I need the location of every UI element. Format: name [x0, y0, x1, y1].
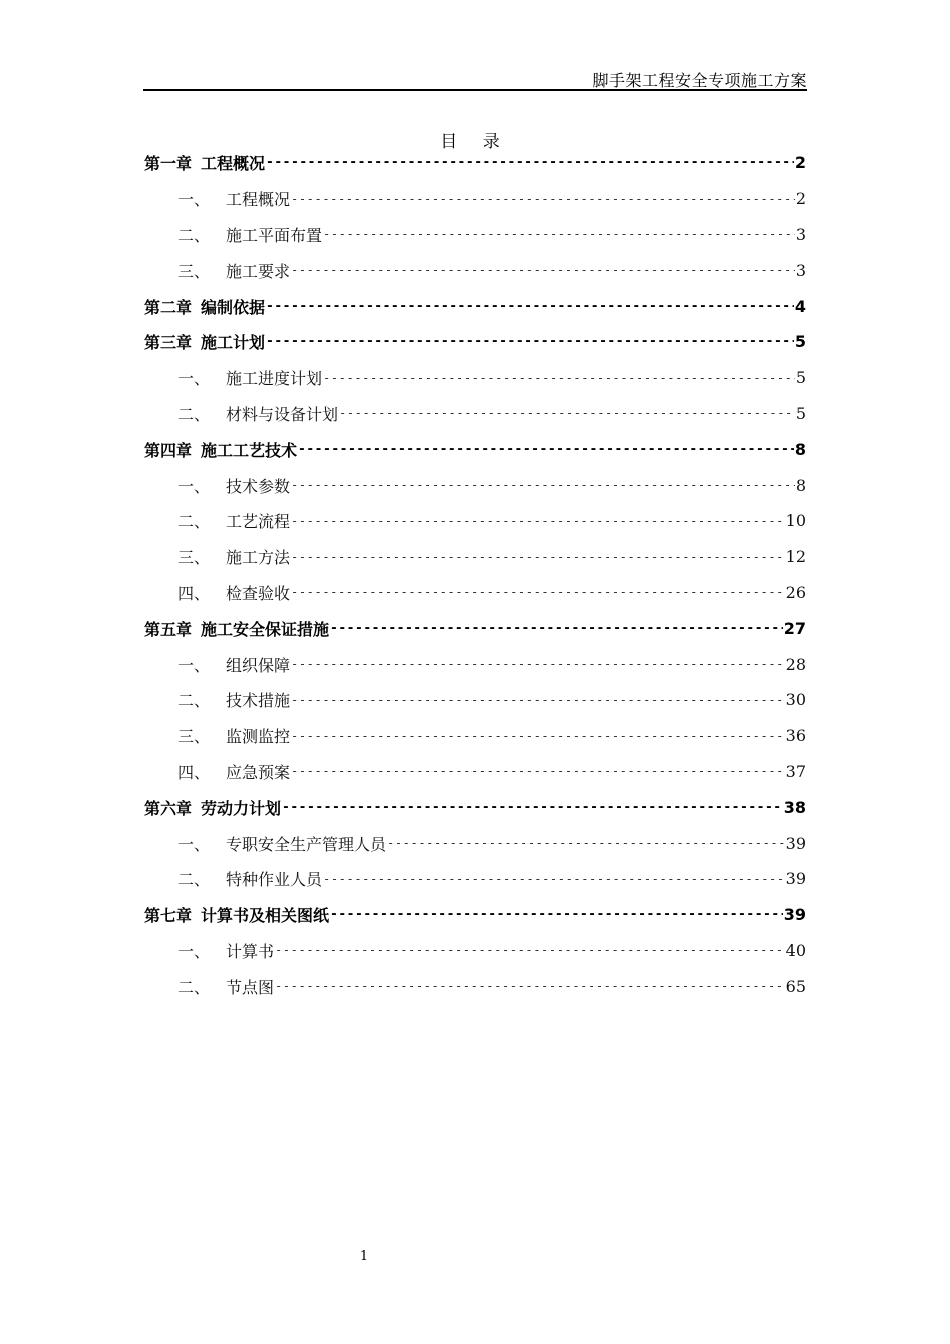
toc-heading: 目 录 — [440, 132, 510, 152]
toc-entry-title: 工艺流程 — [226, 512, 291, 532]
toc-entry-number: 一、 — [178, 476, 211, 496]
toc-section-entry[interactable] — [144, 252, 806, 288]
toc-entry-label — [178, 509, 290, 532]
toc-entry-title: 施工方法 — [226, 548, 291, 568]
toc-entry-number: 一、 — [178, 941, 211, 961]
toc-entry-number: 四、 — [178, 762, 211, 782]
table-of-contents — [144, 145, 806, 1004]
toc-leader-line — [291, 263, 795, 277]
toc-section-entry[interactable] — [144, 968, 806, 1004]
toc-section-entry[interactable] — [144, 181, 806, 217]
toc-entry-label — [178, 366, 322, 389]
toc-entry-label — [144, 330, 265, 353]
toc-entry-title: 施工工艺技术 — [201, 440, 298, 460]
toc-entry-number: 二、 — [178, 225, 211, 245]
toc-entry-number: 第四章 — [144, 440, 193, 460]
toc-entry-label — [144, 438, 297, 461]
toc-entry-label — [144, 903, 329, 926]
toc-entry-title: 施工要求 — [226, 261, 291, 281]
toc-entry-label — [178, 581, 290, 604]
toc-entry-page: 10 — [785, 511, 806, 531]
toc-entry-title: 施工计划 — [201, 333, 266, 353]
toc-entry-page: 5 — [794, 332, 806, 352]
toc-chapter-entry[interactable] — [144, 324, 806, 360]
toc-section-entry[interactable] — [144, 503, 806, 539]
toc-entry-number: 第七章 — [144, 906, 193, 926]
toc-section-entry[interactable] — [144, 646, 806, 682]
toc-entry-page: 65 — [785, 976, 806, 996]
toc-entry-title: 计算书及相关图纸 — [201, 906, 330, 926]
toc-entry-page: 8 — [795, 475, 806, 495]
toc-leader-line — [266, 334, 794, 349]
toc-entry-title: 施工平面布置 — [226, 225, 323, 245]
toc-entry-page: 38 — [783, 797, 806, 817]
toc-entry-number: 第三章 — [144, 333, 193, 353]
toc-entry-label — [178, 187, 290, 210]
toc-leader-line — [275, 979, 785, 993]
toc-entry-label — [178, 474, 290, 497]
toc-entry-number: 二、 — [178, 404, 211, 424]
toc-entry-number: 二、 — [178, 512, 211, 532]
toc-chapter-entry[interactable] — [144, 431, 806, 467]
toc-leader-line — [291, 693, 785, 707]
toc-entry-label — [178, 760, 290, 783]
toc-entry-page: 8 — [794, 439, 806, 459]
page-number: 1 — [359, 1249, 369, 1264]
toc-section-entry[interactable] — [144, 825, 806, 861]
toc-entry-number: 一、 — [178, 369, 211, 389]
toc-entry-title: 应急预案 — [226, 762, 291, 782]
toc-leader-line — [298, 442, 794, 457]
toc-entry-page: 2 — [795, 189, 806, 209]
toc-entry-label — [178, 545, 290, 568]
toc-entry-label — [178, 939, 274, 962]
toc-leader-line — [291, 192, 795, 206]
toc-leader-line — [387, 836, 785, 850]
toc-entry-number: 三、 — [178, 727, 211, 747]
toc-chapter-entry[interactable] — [144, 897, 806, 933]
toc-leader-line — [291, 657, 785, 671]
toc-leader-line — [323, 227, 795, 241]
toc-entry-title: 专职安全生产管理人员 — [226, 834, 387, 854]
toc-entry-title: 工程概况 — [226, 190, 291, 210]
toc-entry-label — [178, 975, 274, 998]
toc-entry-page: 36 — [785, 726, 806, 746]
toc-entry-page: 3 — [795, 224, 806, 244]
toc-entry-title: 施工进度计划 — [226, 369, 323, 389]
toc-entry-label — [178, 867, 322, 890]
toc-entry-page: 40 — [785, 940, 806, 960]
toc-entry-title: 劳动力计划 — [201, 798, 282, 818]
toc-section-entry[interactable] — [144, 718, 806, 754]
toc-entry-title: 特种作业人员 — [226, 870, 323, 890]
toc-section-entry[interactable] — [144, 539, 806, 575]
toc-leader-line — [323, 371, 795, 385]
toc-leader-line — [282, 800, 783, 815]
toc-entry-label — [144, 796, 281, 819]
toc-entry-number: 一、 — [178, 655, 211, 675]
toc-entry-label — [144, 617, 329, 640]
toc-entry-page: 37 — [785, 761, 806, 781]
toc-entry-page: 5 — [795, 368, 806, 388]
toc-entry-title: 检查验收 — [226, 583, 291, 603]
toc-leader-line — [275, 943, 785, 957]
toc-section-entry[interactable] — [144, 467, 806, 503]
toc-leader-line — [291, 514, 785, 528]
toc-entry-title: 编制依据 — [201, 297, 266, 317]
toc-entry-page: 39 — [785, 833, 806, 853]
toc-entry-number: 三、 — [178, 548, 211, 568]
toc-leader-line — [291, 764, 785, 778]
toc-section-entry[interactable] — [144, 933, 806, 969]
toc-entry-title: 工程概况 — [201, 154, 266, 174]
toc-entry-page: 39 — [785, 869, 806, 889]
toc-entry-number: 第一章 — [144, 154, 193, 174]
toc-entry-label — [178, 402, 338, 425]
toc-entry-number: 四、 — [178, 583, 211, 603]
toc-entry-number: 第五章 — [144, 619, 193, 639]
toc-leader-line — [266, 155, 794, 170]
toc-entry-title: 技术措施 — [226, 691, 291, 711]
toc-entry-page: 30 — [785, 690, 806, 710]
toc-entry-number: 第六章 — [144, 798, 193, 818]
toc-leader-line — [266, 299, 794, 314]
toc-section-entry[interactable] — [144, 682, 806, 718]
toc-chapter-entry[interactable] — [144, 145, 806, 181]
toc-section-entry[interactable] — [144, 754, 806, 790]
toc-entry-number: 一、 — [178, 834, 211, 854]
toc-section-entry[interactable] — [144, 575, 806, 611]
toc-leader-line — [291, 550, 785, 564]
toc-entry-label — [178, 688, 290, 711]
toc-entry-number: 三、 — [178, 261, 211, 281]
toc-entry-page: 12 — [785, 547, 806, 567]
toc-entry-page: 27 — [783, 618, 806, 638]
toc-leader-line — [339, 406, 795, 420]
toc-entry-page: 3 — [795, 260, 806, 280]
toc-entry-page: 5 — [795, 403, 806, 423]
toc-chapter-entry[interactable] — [144, 288, 806, 324]
toc-entry-page: 39 — [783, 905, 806, 925]
toc-entry-number: 二、 — [178, 691, 211, 711]
document-header-title: 脚手架工程安全专项施工方案 — [592, 71, 807, 90]
toc-entry-title: 组织保障 — [226, 655, 291, 675]
toc-section-entry[interactable] — [144, 360, 806, 396]
toc-entry-number: 二、 — [178, 870, 211, 890]
toc-chapter-entry[interactable] — [144, 789, 806, 825]
toc-entry-page: 4 — [794, 296, 806, 316]
toc-leader-line — [330, 907, 783, 922]
toc-leader-line — [291, 729, 785, 743]
toc-entry-title: 技术参数 — [226, 476, 291, 496]
toc-entry-label — [178, 653, 290, 676]
toc-entry-label — [178, 259, 290, 282]
toc-entry-title: 材料与设备计划 — [226, 404, 339, 424]
toc-leader-line — [291, 585, 785, 599]
toc-entry-label — [144, 151, 265, 174]
toc-entry-number: 二、 — [178, 977, 211, 997]
toc-entry-number: 一、 — [178, 190, 211, 210]
toc-entry-title: 计算书 — [226, 941, 275, 961]
toc-section-entry[interactable] — [144, 861, 806, 897]
toc-section-entry[interactable] — [144, 217, 806, 253]
toc-entry-title: 施工安全保证措施 — [201, 619, 330, 639]
toc-chapter-entry[interactable] — [144, 610, 806, 646]
header-divider — [143, 89, 807, 91]
toc-entry-label — [178, 832, 386, 855]
toc-entry-page: 28 — [785, 654, 806, 674]
toc-entry-title: 节点图 — [226, 977, 275, 997]
toc-entry-label — [178, 223, 322, 246]
toc-section-entry[interactable] — [144, 396, 806, 432]
toc-entry-page: 2 — [794, 153, 806, 173]
toc-leader-line — [291, 478, 795, 492]
toc-entry-title: 监测监控 — [226, 727, 291, 747]
toc-entry-page: 26 — [785, 582, 806, 602]
toc-entry-number: 第二章 — [144, 297, 193, 317]
toc-leader-line — [323, 872, 785, 886]
toc-entry-label — [144, 295, 265, 318]
toc-leader-line — [330, 621, 783, 636]
toc-entry-label — [178, 724, 290, 747]
